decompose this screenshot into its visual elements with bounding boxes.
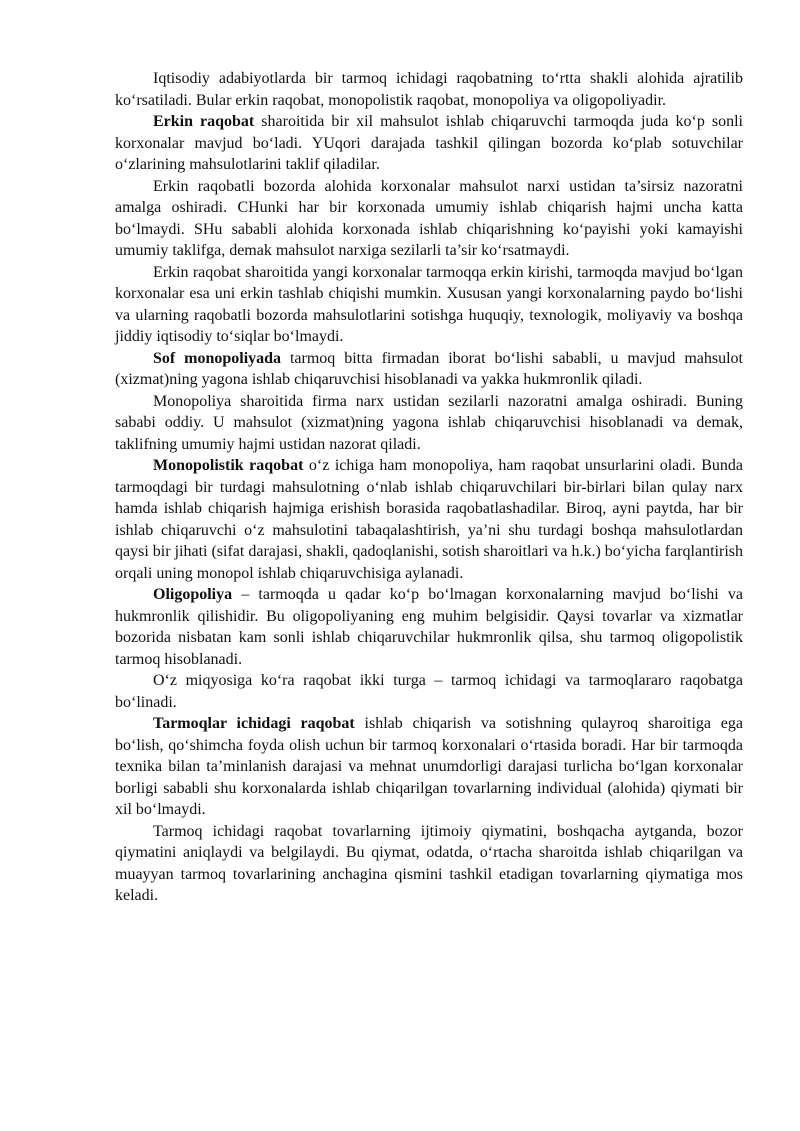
paragraph-text: Erkin raqobat sharoitida yangi korxonalar tarmoqqa erkin kirishi, tarmoqda mavjud bo‘lgan korxonalar esa uni erkin tashlab chiqishi mumkin. Xususan yangi korxonalarning paydo bo‘lishi va ularning raqobatli bozorda mahsulotlarini sotishga huquqiy, texnologik, moliyaviy va boshqa jiddiy iqtisodiy to‘siqlar bo‘lmaydi.: [115, 263, 743, 345]
paragraph-text: Erkin raqobatli bozorda alohida korxonalar mahsulot narxi ustidan ta’sirsiz nazoratni amalga oshiradi. CHunki har bir korxonada umumiy ishlab chiqarish hajmi uncha katta bo‘lmaydi. SHu sababli alohida korxonada ishlab chiqarishning ko‘payishi yoki kamayishi umumiy taklifga, demak mahsulot narxiga sezilarli ta’sir ko‘rsatmaydi.: [115, 177, 743, 259]
term-oligopoliya: Oligopoliya: [153, 586, 233, 603]
term-sof-monopoliya: Sof monopoliyada: [153, 349, 282, 367]
paragraph-bozor-qiymati: [115, 821, 743, 907]
paragraph-erkin-raqobat: [115, 111, 743, 176]
document-page: [115, 68, 743, 907]
paragraph-tarmoq-ichidagi-raqobat: [115, 713, 743, 821]
paragraph-monopoliya-nazorat: [115, 391, 743, 456]
term-monopolistik-raqobat: Monopolistik raqobat: [153, 457, 304, 474]
paragraph-text: Iqtisodiy adabiyotlarda bir tarmoq ichidagi raqobatning to‘rtta shakli alohida ajratilib ko‘rsatiladi. Bular erkin raqobat, monopolistik raqobat, monopoliya va oligopoliyadir.: [115, 70, 743, 109]
paragraph-oligopoliya: [115, 584, 743, 670]
paragraph-text: ishlab chiqarish va sotishning qulayroq sharoitiga ega bo‘lish, qo‘shimcha foyda olish uchun bir tarmoq korxonalari o‘rtasida boradi. Har bir tarmoqda texnika bilan ta’minlanish darajasi va mehnat unumdorligi darajasi turlicha bo‘lgan korxonalar borligi sababli shu korxonalarda ishlab chiqarilgan tovarlarning individual (alohida) qiymati bir xil bo‘lmaydi.: [115, 715, 743, 818]
term-tarmoq-ichidagi-raqobat: Tarmoqlar ichidagi raqobat: [153, 715, 355, 732]
paragraph-text: Monopoliya sharoitida firma narx ustidan sezilarli nazoratni amalga oshiradi. Buning sababi oddiy. U mahsulot (xizmat)ning yagona ishlab chiqaruvchisi hisoblanadi va demak, taklifning umumiy hajmi ustidan nazorat qiladi.: [115, 392, 743, 453]
paragraph-erkin-kirish: [115, 262, 743, 348]
paragraph-erkin-raqobat-nazorat: [115, 176, 743, 262]
paragraph-sof-monopoliya: [115, 348, 743, 391]
paragraph-text: tarmoq bitta firmadan iborat bo‘lishi sababli, u mavjud mahsulot (xizmat)ning yagona ishlab chiqaruvchisi hisoblanadi va yakka hukmronlik qiladi.: [115, 349, 743, 388]
paragraph-text: O‘z miqyosiga ko‘ra raqobat ikki turga – tarmoq ichidagi va tarmoqlararo raqobatga bo‘linadi.: [115, 672, 743, 711]
paragraph-text: Tarmoq ichidagi raqobat tovarlarning ijtimoiy qiymatini, boshqacha aytganda, bozor qiymatini aniqlaydi va belgilaydi. Bu qiymat, odatda, o‘rtacha sharoitda ishlab chiqarilgan va muayyan tarmoq tovarlarining anchagina qismini tashkil etadigan tovarlarning qiymatiga mos keladi.: [115, 822, 743, 904]
paragraph-raqobat-turlari: [115, 670, 743, 713]
paragraph-monopolistik-raqobat: [115, 455, 743, 584]
paragraph-text: – tarmoqda u qadar ko‘p bo‘lmagan korxonalarning mavjud bo‘lishi va hukmronlik qilishidir. Bu oligopoliyaning eng muhim belgisidir. Qaysi tovarlar va xizmatlar bozorida nisbatan kam sonli ishlab chiqaruvchilar hukmronlik qilsa, shu tarmoq oligopolistik tarmoq hisoblanadi.: [115, 586, 743, 668]
term-erkin-raqobat: Erkin raqobat: [153, 113, 255, 130]
paragraph-intro: [115, 68, 743, 111]
paragraph-text: sharoitida bir xil mahsulot ishlab chiqaruvchi tarmoqda juda ko‘p sonli korxonalar mavjud bo‘ladi. YUqori darajada tashkil qilingan bozorda ko‘plab sotuvchilar o‘zlarining mahsulotlarini taklif qiladilar.: [115, 113, 743, 173]
paragraph-text: o‘z ichiga ham monopoliya, ham raqobat unsurlarini oladi. Bunda tarmoqdagi bir turdagi mahsulotning o‘nlab ishlab chiqaruvchilari bir-birlari bilan qulay narx hamda ishlab chiqarish hajmiga erishish borasida raqobatlashadilar. Biroq, ayni paytda, har bir ishlab chiqaruvchi o‘z mahsulotini tabaqalashtirish, ya’ni shu turdagi boshqa mahsulotlardan qaysi bir jihati (sifat darajasi, shakli, qadoqlanishi, sotish sharoitlari va h.k.) bo‘yicha farqlantirish orqali uning monopol ishlab chiqaruvchisiga aylanadi.: [115, 457, 743, 582]
